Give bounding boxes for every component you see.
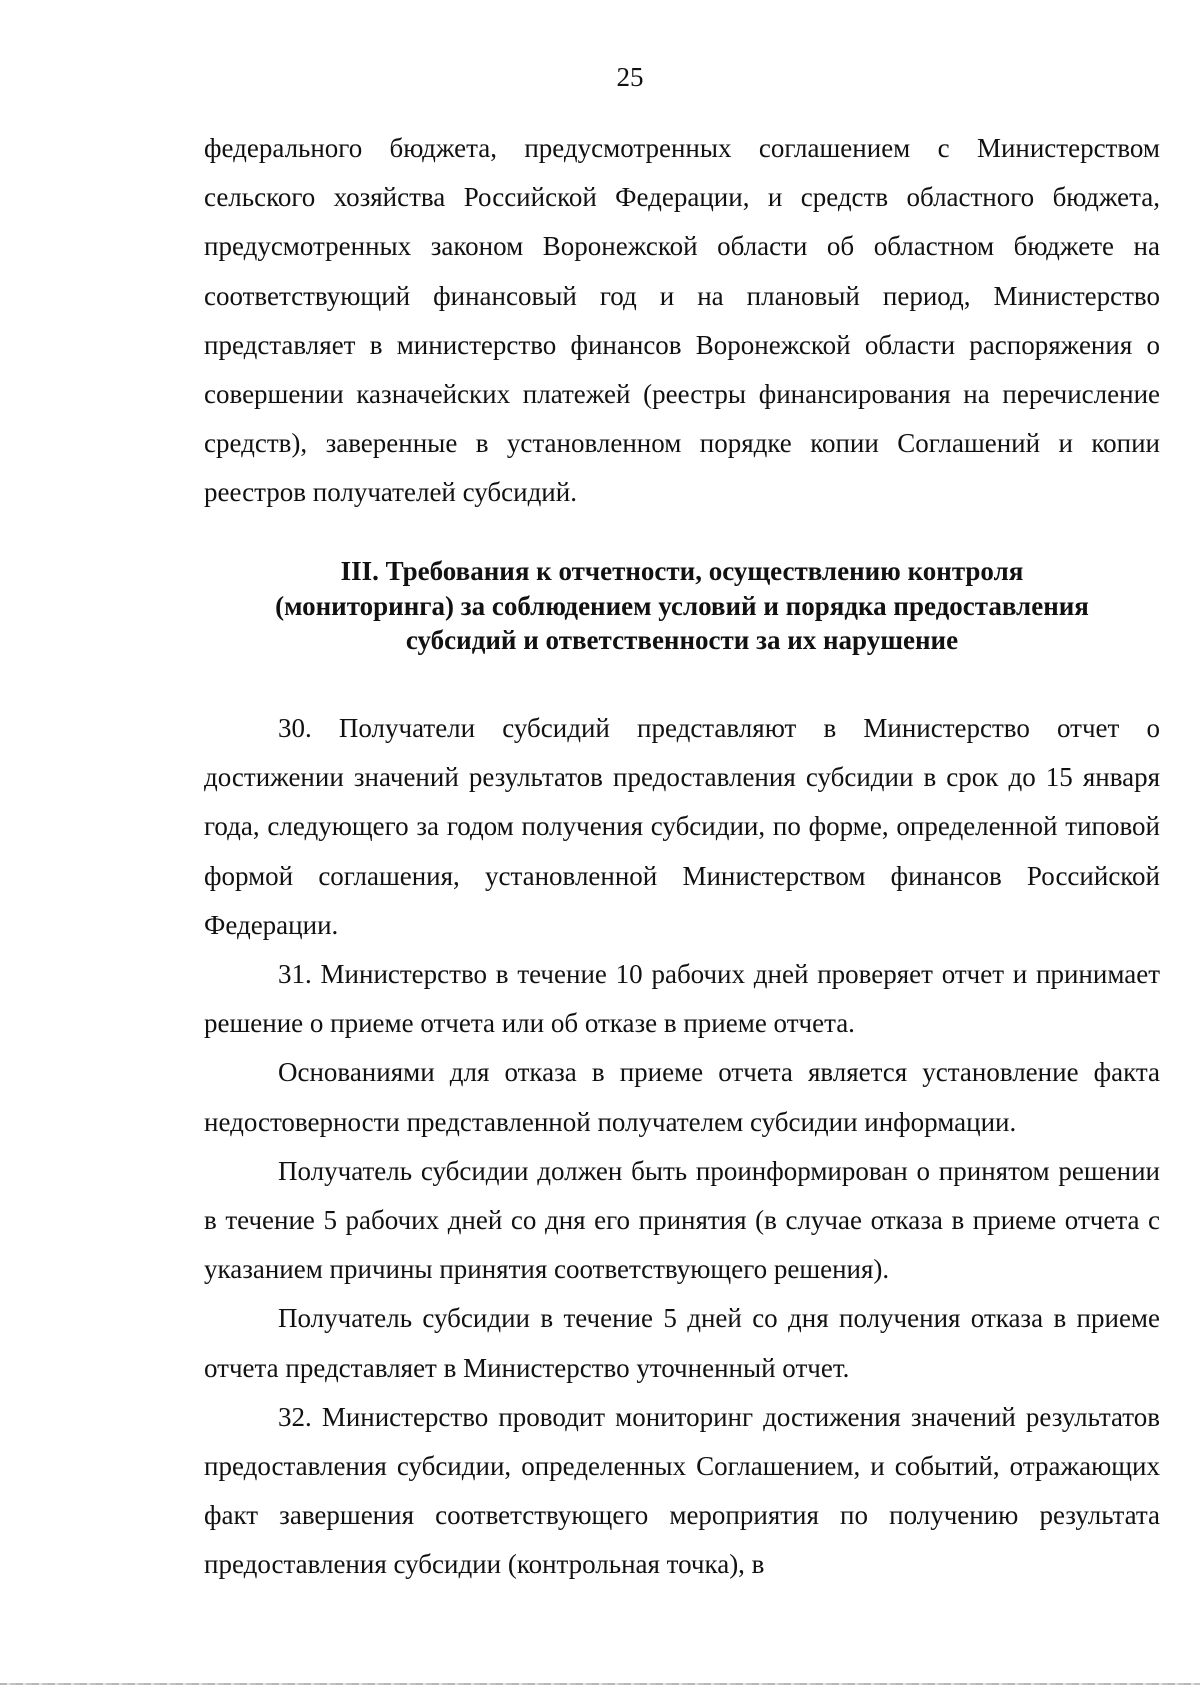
- section-heading-line: III. Требования к отчетности, осуществлению контроля: [340, 556, 1024, 586]
- paragraph-31: 31. Министерство в течение 10 рабочих дней проверяет отчет и принимает решение о приеме отчета или об отказе в приеме отчета.: [204, 959, 1160, 1039]
- paragraph-30: 30. Получатели субсидий представляют в Министерство отчет о достижении значений результатов предоставления субсидии в срок до 15 января года, следующего за годом получения субсидии, по форме, определенной типовой формой соглашения, установленной Министерством финансов Российской Федерации.: [204, 713, 1160, 940]
- paragraph-refusal-grounds: Основаниями для отказа в приеме отчета является установление факта недостоверности представленной получателем субсидии информации.: [204, 1057, 1160, 1137]
- opening-paragraph: федерального бюджета, предусмотренных соглашением с Министерством сельского хозяйства Российской Федерации, и средств областного бюджета, предусмотренных законом Воронежской области об областном бюджете на соответствующий финансовый год и на плановый период, Министерство представляет в министерство финансов Воронежской области распоряжения о совершении казначейских платежей (реестры финансирования на перечисление средств), заверенные в установленном порядке копии Соглашений и копии реестров получателей субсидий.: [204, 133, 1160, 508]
- page-number: 25: [616, 62, 644, 92]
- paragraph-32: 32. Министерство проводит мониторинг достижения значений результатов предоставления субсидии, определенных Соглашением, и событий, отражающих факт завершения соответствующего мероприятия по получению результата предоставления субсидии (контрольная точка), в: [204, 1401, 1160, 1580]
- opening-text-block: [204, 124, 1160, 518]
- section-body: [204, 704, 1160, 1590]
- scan-edge-divider: [0, 1683, 1200, 1685]
- paragraph-corrected-report: Получатель субсидии в течение 5 дней со дня получения отказа в приеме отчета представляет в Министерство уточненный отчет.: [204, 1303, 1160, 1383]
- section-heading-line: (мониторинга) за соблюдением условий и порядка предоставления: [275, 590, 1089, 621]
- section-heading: [204, 554, 1160, 658]
- section-heading-line: субсидий и ответственности за их нарушение: [405, 625, 959, 655]
- paragraph-notification: Получатель субсидии должен быть проинформирован о принятом решении в течение 5 рабочих дней со дня его принятия (в случае отказа в приеме отчета с указанием причины принятия соответствующего решения).: [204, 1155, 1160, 1285]
